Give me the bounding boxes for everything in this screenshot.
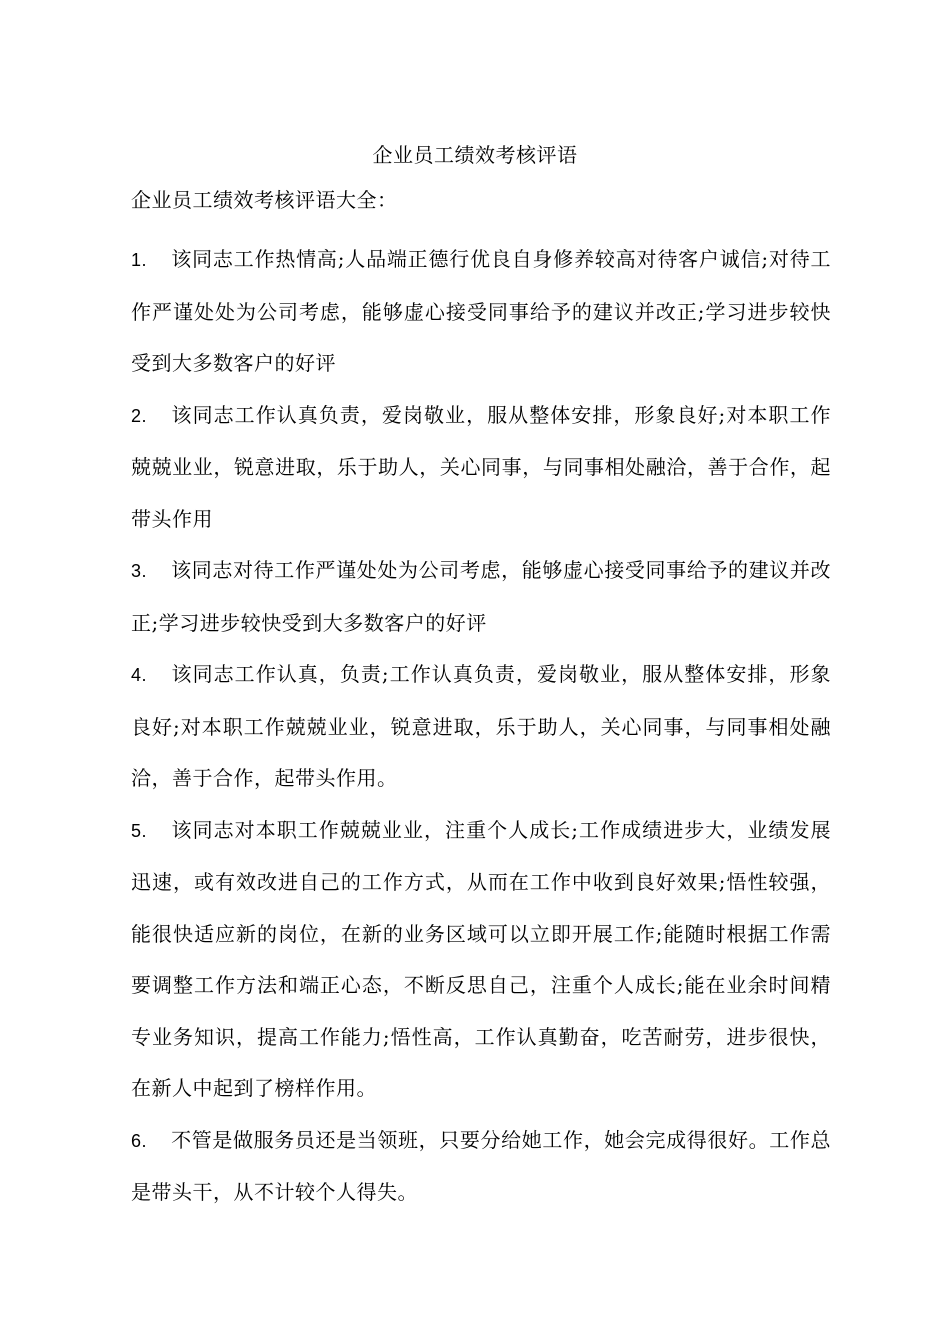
item-number: 3.: [131, 561, 148, 581]
item-text: 该同志对待工作严谨处处为公司考虑，能够虚心接受同事给予的建议并改正;学习进步较快受到大多数客户的好评: [131, 558, 831, 635]
list-item: [131, 234, 831, 390]
document-intro: 企业员工绩效考核评语大全：: [131, 188, 398, 212]
document-title: 企业员工绩效考核评语: [372, 143, 578, 167]
list-item: [131, 649, 831, 805]
list-item: [131, 390, 831, 546]
item-number: 1.: [131, 250, 148, 270]
item-number: 2.: [131, 405, 148, 426]
evaluation-list: [131, 234, 831, 1219]
list-item: [131, 1115, 831, 1219]
item-number: 4.: [131, 665, 148, 685]
item-text: 该同志工作热情高;人品端正德行优良自身修养较高对待客户诚信;对待工作严谨处处为公司考虑，能够虚心接受同事给予的建议并改正;学习进步较快受到大多数客户的好评: [131, 247, 831, 375]
list-item: [131, 545, 831, 649]
item-text: 该同志工作认真负责，爱岗敬业，服从整体安排，形象良好;对本职工作兢兢业业，锐意进取，乐于助人，关心同事，与同事相处融洽，善于合作，起带头作用: [131, 402, 831, 531]
item-number: 5.: [131, 820, 148, 841]
item-text: 该同志对本职工作兢兢业业，注重个人成长;工作成绩进步大，业绩发展迅速，或有效改进自己的工作方式，从而在工作中收到良好效果;悟性较强，能很快适应新的岗位，在新的业务区域可以立即开展工作;能随时根据工作需要调整工作方法和端正心态，不断反思自己，注重个人成长;能在业余时间精专业务知识，提高工作能力;悟性高，工作认真勤奋，吃苦耐劳，进步很快，在新人中起到了榜样作用。: [131, 817, 831, 1100]
item-text: 不管是做服务员还是当领班，只要分给她工作，她会完成得很好。工作总是带头干，从不计较个人得失。: [131, 1127, 831, 1204]
list-item: [131, 805, 831, 1115]
item-number: 6.: [131, 1130, 148, 1151]
item-text: 该同志工作认真，负责;工作认真负责，爱岗敬业，服从整体安排，形象良好;对本职工作兢兢业业，锐意进取，乐于助人，关心同事，与同事相处融洽，善于合作，起带头作用。: [131, 662, 831, 790]
